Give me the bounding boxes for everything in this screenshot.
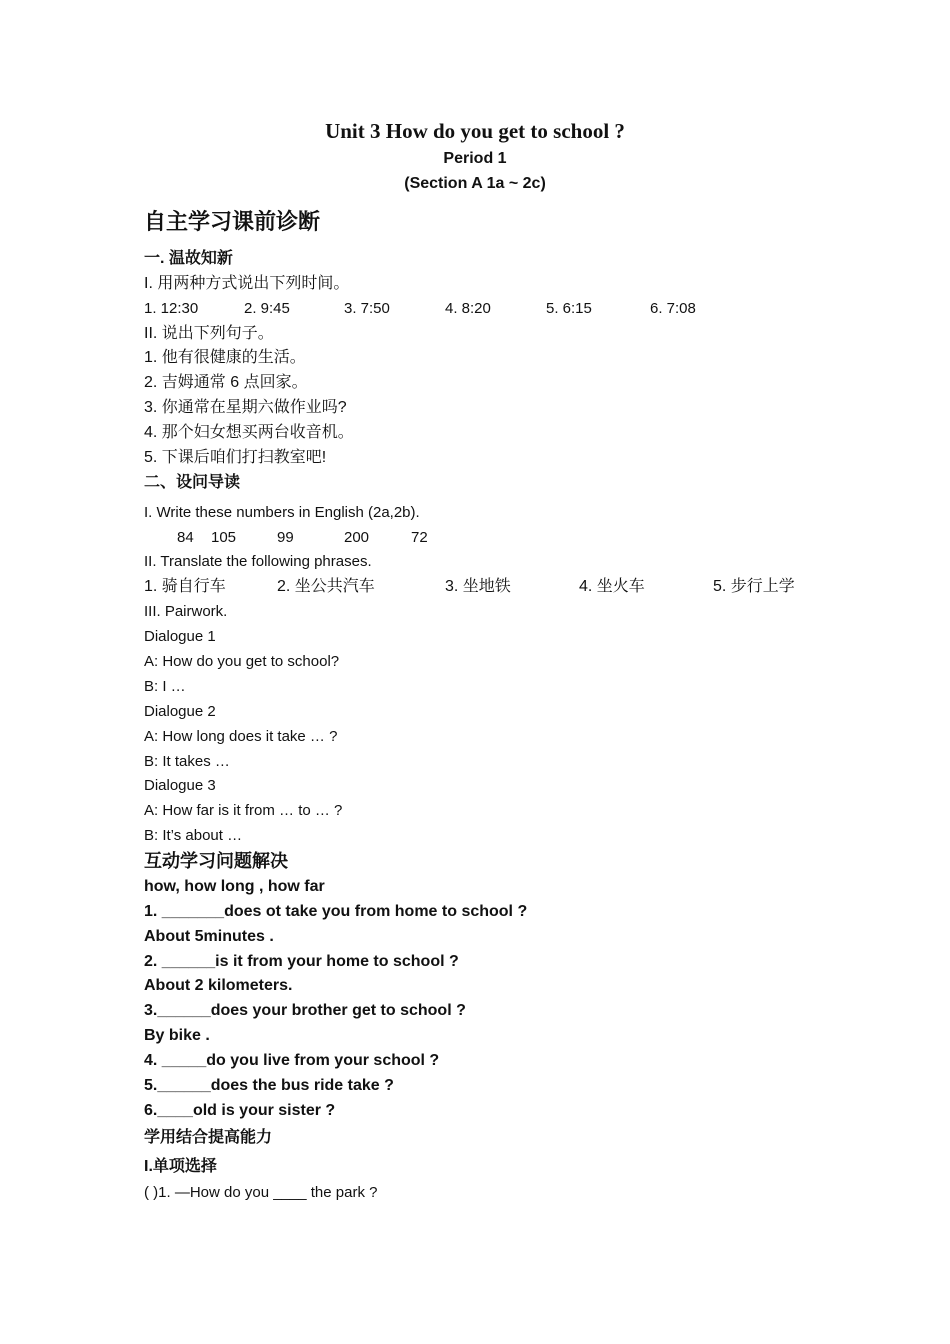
- exercise-line: About 5minutes .: [144, 928, 274, 945]
- review-q1-label: I. 用两种方式说出下列时间。: [144, 275, 350, 292]
- sentence-item: 5. 下课后咱们打扫教室吧!: [144, 449, 327, 466]
- dialogue-line: A: How long does it take … ?: [144, 728, 338, 745]
- review-q2-label: II. 说出下列句子。: [144, 325, 274, 342]
- exercise-line: By bike .: [144, 1027, 210, 1044]
- sentence-item: 3. 你通常在星期六做作业吗?: [144, 399, 347, 416]
- number-item: 105: [211, 529, 237, 546]
- guide-heading: 二、设问导读: [144, 474, 241, 491]
- time-item: 4. 8:20: [445, 300, 491, 317]
- dialogue-line: Dialogue 3: [144, 777, 216, 794]
- sentence-item: 2. 吉姆通常 6 点回家。: [144, 374, 308, 391]
- part2-heading: 互动学习问题解决: [144, 851, 288, 871]
- exercise-line: 1. _______does ot take you from home to school ?: [144, 903, 528, 920]
- phrase-item: 4. 坐火车: [579, 578, 645, 595]
- unit-title: Unit 3 How do you get to school ?: [325, 119, 625, 143]
- sentence-item: 4. 那个妇女想买两台收音机。: [144, 424, 354, 441]
- part3-subheading: I.单项选择: [144, 1158, 217, 1175]
- phrase-item: 2. 坐公共汽车: [277, 578, 375, 595]
- exercise-line: 3.______does your brother get to school ?: [144, 1002, 466, 1019]
- exercise-line: About 2 kilometers.: [144, 977, 293, 994]
- time-item: 5. 6:15: [546, 300, 592, 317]
- phrase-item: 3. 坐地铁: [445, 578, 511, 595]
- dialogue-line: B: It takes …: [144, 753, 230, 770]
- phrase-item: 5. 步行上学: [713, 578, 795, 595]
- number-item: 200: [344, 529, 370, 546]
- time-item: 1. 12:30: [144, 300, 199, 317]
- dialogue-line: A: How do you get to school?: [144, 653, 340, 670]
- guide-q2-label: II. Translate the following phrases.: [144, 553, 372, 570]
- dialogue-line: B: It’s about …: [144, 827, 243, 844]
- review-heading: 一. 温故知新: [144, 250, 233, 267]
- time-item: 6. 7:08: [650, 300, 696, 317]
- section-label: (Section A 1a ~ 2c): [404, 175, 546, 192]
- part1-heading: 自主学习课前诊断: [144, 209, 321, 234]
- number-item: 84: [177, 529, 194, 546]
- dialogue-line: Dialogue 2: [144, 703, 216, 720]
- choice-question: ( )1. —How do you ____ the park ?: [144, 1184, 378, 1201]
- dialogue-line: B: I …: [144, 678, 186, 695]
- exercise-line: 5.______does the bus ride take ?: [144, 1077, 394, 1094]
- sentence-item: 1. 他有很健康的生活。: [144, 349, 306, 366]
- period-label: Period 1: [443, 150, 507, 167]
- time-item: 3. 7:50: [344, 300, 390, 317]
- number-item: 99: [277, 529, 294, 546]
- exercise-line: 6.____old is your sister ?: [144, 1102, 336, 1119]
- exercise-line: 2. ______is it from your home to school ?: [144, 953, 459, 970]
- number-item: 72: [411, 529, 428, 546]
- dialogue-line: Dialogue 1: [144, 628, 216, 645]
- phrase-item: 1. 骑自行车: [144, 578, 226, 595]
- guide-q1-label: I. Write these numbers in English (2a,2b).: [144, 504, 420, 521]
- dialogue-line: A: How far is it from … to … ?: [144, 802, 343, 819]
- exercise-line: 4. _____do you live from your school ?: [144, 1052, 440, 1069]
- part3-heading: 学用结合提高能力: [144, 1129, 273, 1146]
- guide-q3-label: III. Pairwork.: [144, 603, 228, 620]
- time-item: 2. 9:45: [244, 300, 290, 317]
- exercise-line: how, how long , how far: [144, 878, 325, 895]
